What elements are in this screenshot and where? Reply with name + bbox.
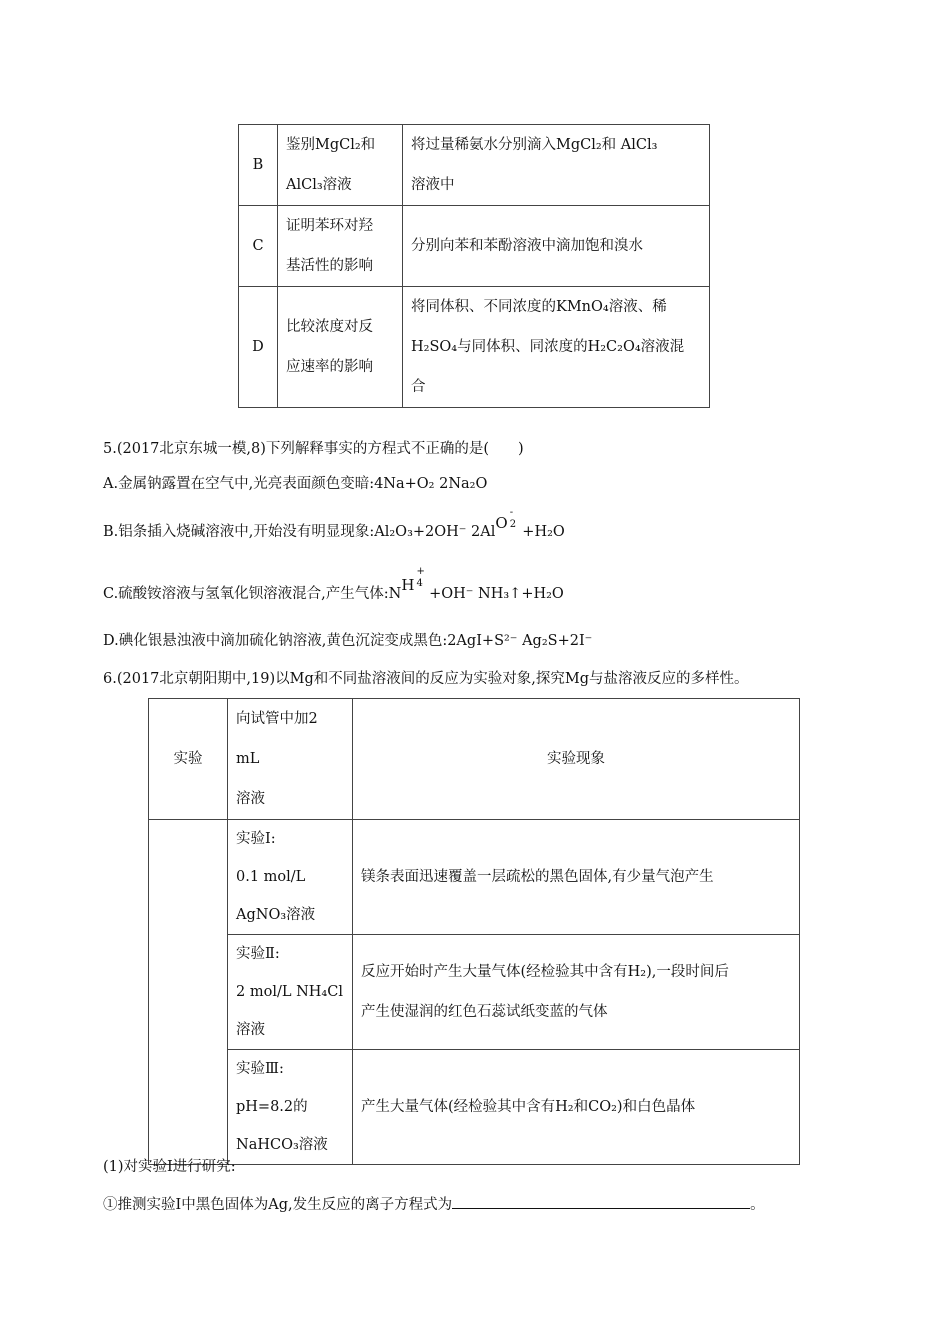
method-cell: 将过量稀氨水分别滴入MgCl₂和 AlCl₃ 溶液中 — [403, 125, 710, 206]
row-label: C — [239, 206, 278, 287]
row-label: B — [239, 125, 278, 206]
header-experiment: 实验 — [149, 699, 228, 820]
sub-question-1-item-1: ①推测实验Ⅰ中黑色固体为Ag,发生反应的离子方程式为 。 — [103, 1192, 765, 1214]
table-row — [239, 206, 710, 287]
header-reagent: 向试管中加2 mL 溶液 — [228, 699, 353, 820]
purpose-cell: 证明苯环对羟 基活性的影响 — [278, 206, 403, 287]
option-a: A.金属钠露置在空气中,光亮表面颜色变暗:4Na+O₂ 2Na₂O — [103, 476, 488, 492]
method-cell: 分别向苯和苯酚溶液中滴加饱和溴水 — [403, 206, 710, 287]
reagent-cell: 实验Ⅲ: pH=8.2的 NaHCO₃溶液 — [228, 1050, 353, 1165]
option-c: C.硫酸铵溶液与氢氧化钡溶液混合,产生气体:NH + 4 +OH⁻ NH₃↑+H₂O — [103, 566, 564, 602]
merged-empty-cell — [149, 820, 228, 1165]
table-header-row — [149, 699, 800, 820]
table-row — [239, 287, 710, 408]
table-row — [149, 1050, 800, 1165]
method-cell: 将同体积、不同浓度的KMnO₄溶液、稀 H₂SO₄与同体积、同浓度的H₂C₂O₄溶液混 合 — [403, 287, 710, 408]
experiment-table — [148, 698, 800, 1165]
experiment-options-table — [238, 124, 710, 408]
sub-question-1: (1)对实验Ⅰ进行研究: — [103, 1159, 236, 1175]
option-d: D.碘化银悬浊液中滴加硫化钠溶液,黄色沉淀变成黑色:2AgI+S²⁻ Ag₂S+2I⁻ — [103, 633, 593, 649]
table-row — [149, 820, 800, 935]
option-b: B.铝条插入烧碱溶液中,开始没有明显现象:Al₂O₃+2OH⁻ 2AlO - 2 +H₂O — [103, 507, 565, 540]
phenomenon-cell: 产生大量气体(经检验其中含有H₂和CO₂)和白色晶体 — [353, 1050, 800, 1165]
phenomenon-cell: 镁条表面迅速覆盖一层疏松的黑色固体,有少量气泡产生 — [353, 820, 800, 935]
table-row — [239, 125, 710, 206]
purpose-cell: 比较浓度对反 应速率的影响 — [278, 287, 403, 408]
answer-blank[interactable] — [452, 1192, 750, 1209]
row-label: D — [239, 287, 278, 408]
reagent-cell: 实验Ⅱ: 2 mol/L NH₄Cl 溶液 — [228, 935, 353, 1050]
reagent-cell: 实验Ⅰ: 0.1 mol/L AgNO₃溶液 — [228, 820, 353, 935]
purpose-cell: 鉴别MgCl₂和 AlCl₃溶液 — [278, 125, 403, 206]
question-5-stem: 5.(2017北京东城一模,8)下列解释事实的方程式不正确的是( ) — [103, 441, 524, 457]
question-6-stem: 6.(2017北京朝阳期中,19)以Mg和不同盐溶液间的反应为实验对象,探究Mg与盐溶液反应的多样性。 — [103, 671, 749, 687]
phenomenon-cell: 反应开始时产生大量气体(经检验其中含有H₂),一段时间后 产生使湿润的红色石蕊试纸变蓝的气体 — [353, 935, 800, 1050]
header-phenomenon: 实验现象 — [353, 699, 800, 820]
table-row — [149, 935, 800, 1050]
